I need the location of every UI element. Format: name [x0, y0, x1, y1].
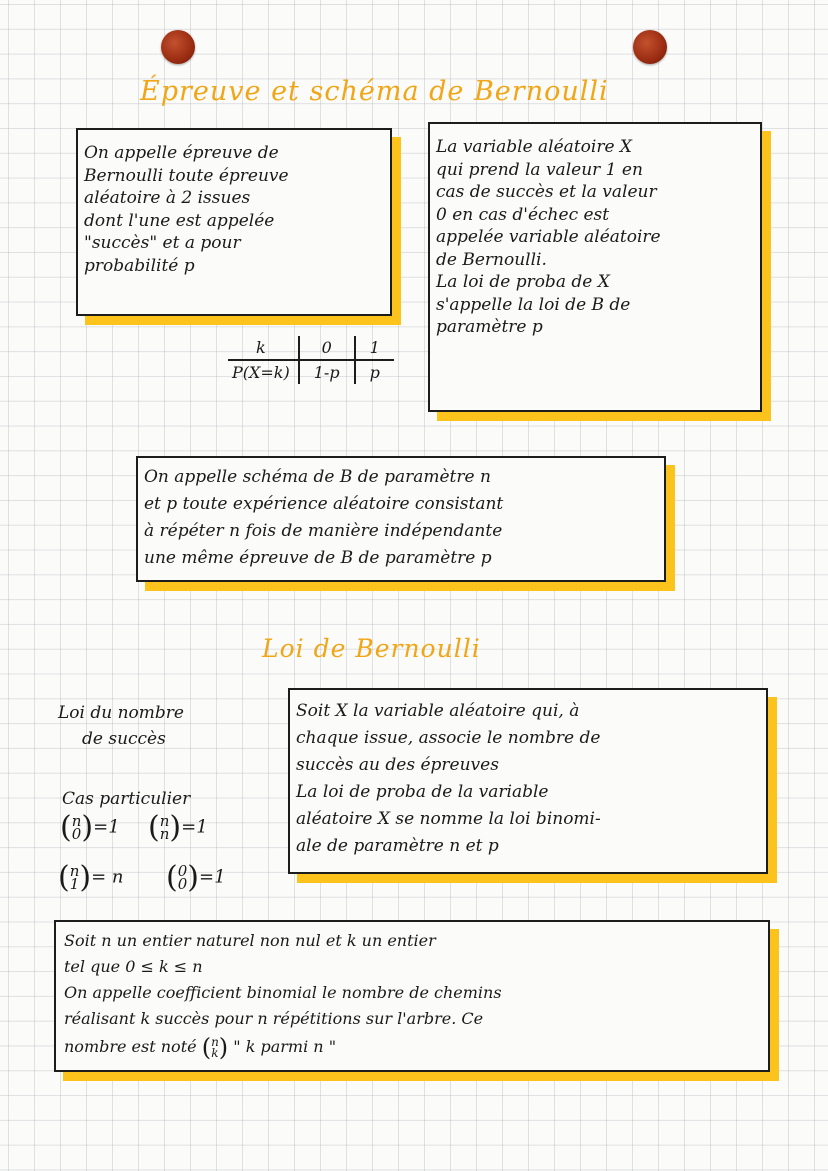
formula-value: =1 [198, 866, 226, 888]
binom-bottom: 1 [69, 874, 80, 893]
table-cell: 1 [355, 336, 394, 360]
table-cell: p [369, 363, 380, 382]
binom-top: n [159, 811, 170, 830]
text-line: succès au des épreuves [296, 755, 499, 775]
text-line: cas de succès et la valeur [436, 182, 657, 202]
text-line: qui prend la valeur 1 en [436, 159, 643, 180]
text-line: La loi de proba de X [436, 272, 610, 292]
text-line: aléatoire à 2 issues [84, 188, 251, 208]
text-line: Soit n un entier naturel non nul et k un entier [64, 931, 436, 950]
table-cell: 1-p [299, 360, 355, 384]
text-line: de Bernoulli. [436, 249, 547, 270]
table-header-probability: P(X=k) [228, 360, 299, 384]
binom-bottom: k [211, 1045, 219, 1060]
text-line: "succès" et a pour [84, 233, 241, 253]
table-header-k: k [228, 336, 299, 360]
text-fragment: nombre est noté [64, 1037, 197, 1056]
text-line: dont l'une est appelée [84, 210, 275, 231]
text-line: chaque issue, associe le nombre de [296, 728, 601, 748]
title-epreuve-schema: Épreuve et schéma de Bernoulli [140, 76, 609, 107]
binom-bottom: n [159, 824, 170, 843]
loi-binomiale-box [288, 688, 768, 874]
binom-top: n [69, 861, 80, 880]
variable-bernoulli-box [428, 122, 762, 412]
formula-value: = n [91, 866, 124, 888]
coefficient-binomial-box [54, 920, 770, 1072]
title-loi-bernoulli: Loi de Bernoulli [262, 634, 481, 663]
loi-nombre-succes-label: Loi du nombre [58, 703, 184, 723]
definition-epreuve-box [76, 128, 392, 316]
binom-top: n [211, 1034, 219, 1049]
formula-n-choose-1: ( n 1 )= n [58, 860, 124, 895]
table-cell: 0 [299, 336, 355, 360]
text-line: tel que 0 ≤ k ≤ n [64, 957, 203, 976]
binom-bottom: 0 [177, 874, 188, 893]
loi-nombre-succes-label: de succès [82, 729, 166, 749]
text-line: ale de paramètre n et p [296, 836, 499, 856]
binom-top: n [71, 811, 82, 830]
cas-particulier-label: Cas particulier [62, 789, 191, 809]
punch-hole-left [161, 30, 195, 64]
text-fragment: " k parmi n " [233, 1037, 337, 1056]
formula-value: =1 [181, 816, 208, 838]
text-line: La loi de proba de la variable [296, 782, 549, 802]
text-line: et p toute expérience aléatoire consistant [144, 494, 504, 514]
text-line: paramètre p [436, 317, 543, 337]
schema-bernoulli-box [136, 456, 666, 582]
bernoulli-law-table [228, 336, 394, 384]
punch-hole-right [633, 30, 667, 64]
formula-value: =1 [93, 816, 120, 838]
text-line: une même épreuve de B de paramètre p [144, 548, 492, 568]
text-line: s'appelle la loi de B de [436, 294, 631, 315]
text-line: On appelle épreuve de [84, 143, 279, 163]
binom-bottom: 0 [71, 824, 82, 843]
binom-top: 0 [177, 861, 188, 880]
text-line: 0 en cas d'échec est [436, 204, 610, 225]
text-line: appelée variable aléatoire [436, 227, 661, 247]
text-line: nombre est noté ( n k ) " k parmi n " [64, 1033, 337, 1062]
text-line: Soit X la variable aléatoire qui, à [296, 701, 580, 721]
text-line: On appelle coefficient binomial le nombre de chemins [64, 983, 502, 1002]
formula-0-choose-0: ( 0 0 )=1 [166, 860, 226, 895]
formula-n-choose-0: ( n 0 )=1 [60, 810, 120, 845]
text-line: à répéter n fois de manière indépendante [144, 521, 503, 541]
text-line: aléatoire X se nomme la loi binomi- [296, 809, 601, 829]
text-line: Bernoulli toute épreuve [84, 165, 289, 186]
text-line: On appelle schéma de B de paramètre n [144, 467, 491, 487]
formula-n-choose-n: ( n n )=1 [148, 810, 208, 845]
text-line: réalisant k succès pour n répétitions sur l'arbre. Ce [64, 1009, 484, 1028]
text-line: probabilité p [84, 255, 195, 276]
text-line: La variable aléatoire X [436, 137, 633, 157]
